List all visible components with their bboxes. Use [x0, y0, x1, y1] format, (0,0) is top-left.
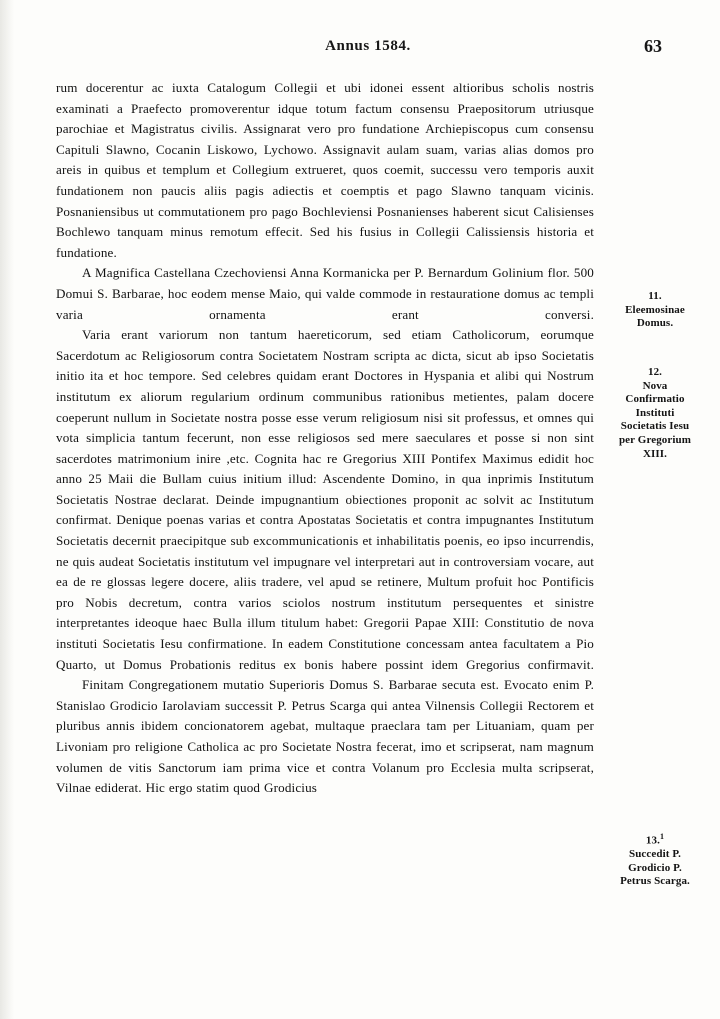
paragraph-3: Varia erant variorum non tantum haereticorum, sed etiam Catholicorum, eorumque Sacerdotum ac Religiosorum contra Societatem Nostram scripta ac dicta, sicut ab ipso Societatis initio ita et hoc tempore. Sed celebres quidam erant Doctores in Hyspania et alibi qui Nostrum institutum ex aliorum regularium ordinum communibus rationibus metientes, palam docere coeperunt nullum in Societate nostra posse esse verum religiosum nisi sit professus, et omnes qui vota simplicia tantum fecerunt, non esse religiosos sed mere saeculares et posse si non sint sacerdotes matrimonium inire ,etc. Cognita hac re Gregorius XIII Pontifex Maximus edidit hoc anno 25 Maii die Bullam cuius initium illud: Ascendente Domino, in qua inprimis Institutum Societatis Nostrae declarat. Deinde impugnantium obiectiones proponit ac solvit ac Institutum confirmat. Denique poenas varias et contra Apostatas Societatis et contra impugnantes Institutum Societatis decernit praecipitque sub excommunicationis et inhabilitatis poenis, eo ipso incurrendis, ne quis audeat Societatis institutum vel impugnare vel interpretari aut in controversiam vocare, aut ea de re glossas legere docere, aliis tradere, vel apud se retinere, Multum profuit hoc Pontificis pro Nobis decretum, contra varios sciolos nostrum institutum persequentes et sinistre interpretantes ideoque haec Bulla illum titulum habet: Gregorii Papae XIII: Constitutio de nova instituti Societatis Iesu confirmatione. In eadem Constitutione concessam antea facultatem a Pio Quarto, ut Domus Probationis reditus ex bonis habere possint idem Gregorius confirmavit. — [56, 327, 594, 672]
margin-note-11 — [612, 290, 698, 331]
margin-note-12 — [612, 366, 698, 461]
paragraph-4: Finitam Congregationem mutatio Superioris Domus S. Barbarae secuta est. Evocato enim P. Stanislao Grodicio Iarolaviam successit P. Petrus Scarga qui antea Vilnensis Collegii Rectorem et pluribus annis ibidem concionatorem agebat, multaque praeclara tam per Lituaniam, quam per Livoniam pro religione Catholica ac pro Societate Nostra fecerat, imo et scripserat, nam magnum volumen de vitis Sanctorum iam prima vice et contra Volanum pro Ecclesia multa scripserat, Vilnae ediderat. Hic ergo statim quod Grodicius — [56, 677, 594, 796]
margin-note-11-text: Eleemosinae Domus. — [625, 303, 685, 330]
margin-note-12-number: 12. — [647, 366, 663, 378]
paragraph-2: A Magnifica Castellana Czechoviensi Anna Kormanicka per P. Bernardum Golinium flor. 500 Domui S. Barbarae, hoc eodem mense Maio, qui valde commode in restauratione domus ac templi varia ornamenta erant conversi. — [56, 265, 594, 322]
margin-note-13-number: 13.$^1$ — [645, 832, 665, 847]
margin-note-11-number: 11. — [648, 290, 662, 302]
page-header — [56, 38, 680, 62]
paragraph-1: rum docerentur ac iuxta Catalogum Collegii et ubi idonei essent altioribus scholis nostris examinati a Praefecto promoverentur idque totum factum consensu Praepositorum utriusque parochiae et Magistratus civilis. Assignarat vero pro fundatione Archiepiscopus cum consensu Capituli Slawno, Cocanin Liskowo, Lychowo. Assignavit aulam suam, varias alias domos pro areis in quibus et templum et Collegium extrueret, quos coemit, successu vero temporis auxit fundationem non paucis aliis pagis adiectis et coemptis et pago Slawno tanquam vicinis. Posnaniensibus ut commutationem pro pago Bochleviensi Posnanienses haberent sicut Calisienses Bochlewo tanquam minus remotum effecit. Sed his fusius in Collegii Calissiensis historia et fundatione. — [56, 80, 594, 260]
margin-note-13-text: Succedit P. Grodicio P. Petrus Scarga. — [620, 848, 690, 888]
running-title: Annus 1584. — [325, 38, 411, 54]
margin-note-13-marker: 1 — [659, 832, 665, 841]
margin-note-12-text: Nova Confirmatio Instituti Societatis Iesu per Gregorium XIII. — [618, 379, 692, 460]
margin-note-13 — [612, 830, 698, 889]
page-number: 63 — [644, 36, 662, 56]
body-text-column — [56, 78, 594, 799]
